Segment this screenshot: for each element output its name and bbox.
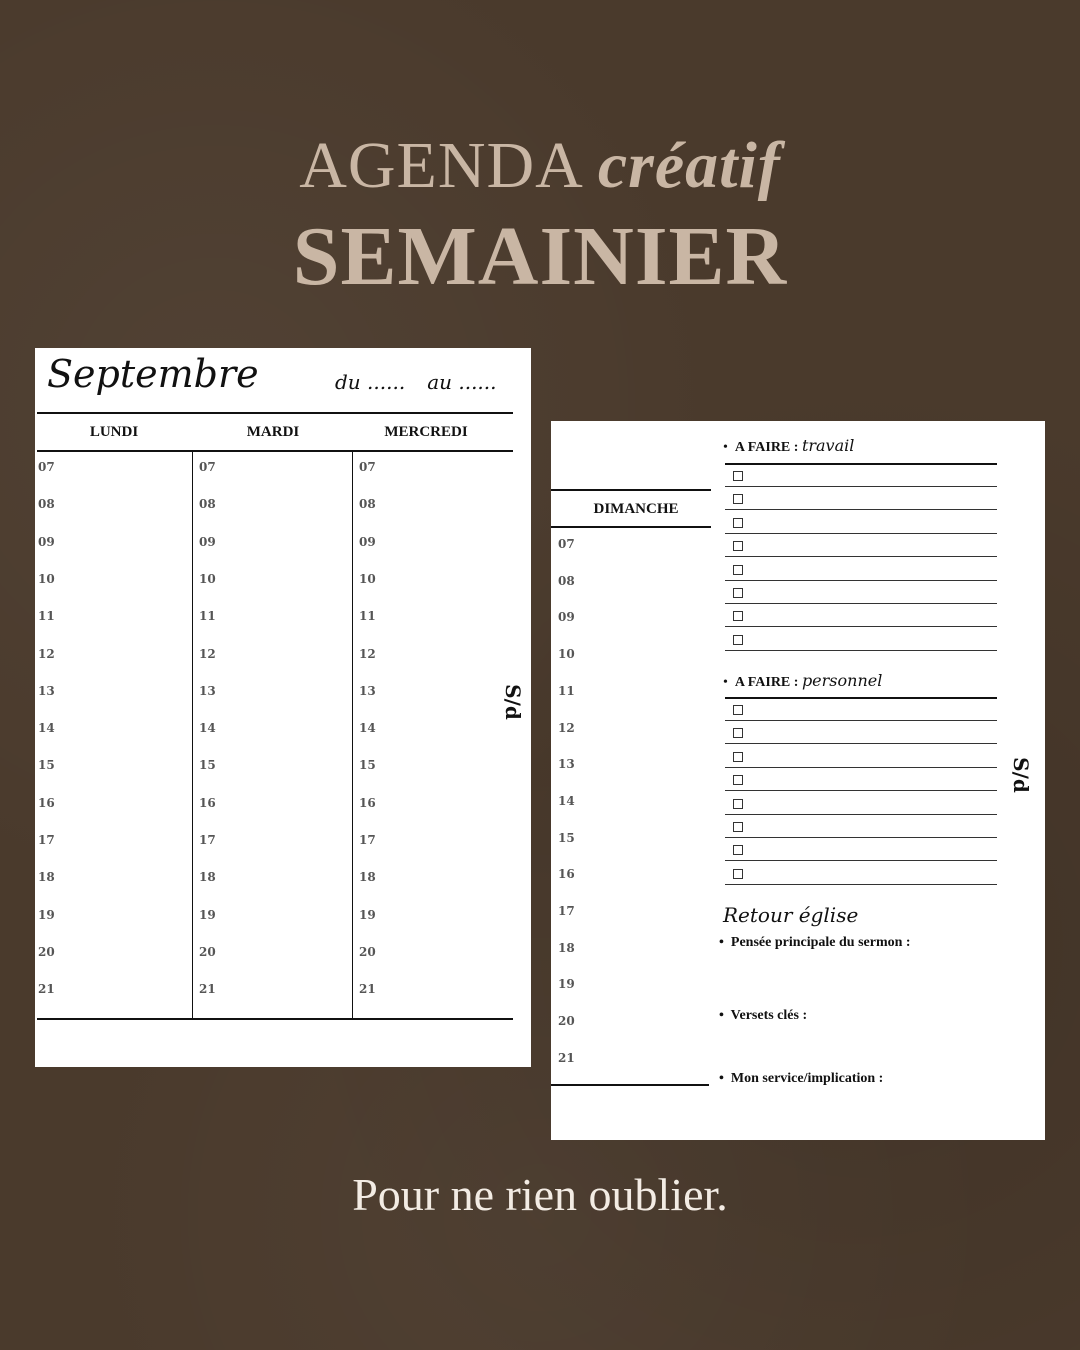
- todo-line: [725, 509, 997, 510]
- day-header-dimanche: DIMANCHE: [593, 501, 679, 517]
- hour-label: 16: [199, 795, 216, 810]
- divider: [551, 526, 711, 528]
- day-header-mardi: MARDI: [246, 424, 300, 440]
- todo-category: personnel: [801, 671, 883, 690]
- todo-line: [725, 626, 997, 627]
- side-label: S/d: [500, 684, 525, 720]
- title-italic: créatif: [597, 129, 781, 202]
- church-item-label: Versets clés :: [730, 1008, 808, 1023]
- hour-label: 18: [199, 870, 216, 885]
- hour-label: 13: [359, 683, 376, 698]
- hour-label: 19: [199, 907, 216, 922]
- date-range: [335, 370, 519, 394]
- date-from: du ......: [335, 370, 406, 394]
- hour-label: 20: [359, 944, 376, 959]
- hour-label: 15: [38, 758, 55, 773]
- todo-checkbox[interactable]: [733, 471, 743, 481]
- church-item-label: Mon service/implication :: [730, 1071, 884, 1086]
- hour-label: 08: [38, 497, 55, 512]
- todo-work-heading: • A FAIRE : travail: [723, 436, 855, 455]
- todo-checkbox[interactable]: [733, 775, 743, 785]
- todo-line: [725, 814, 997, 815]
- hour-label: 17: [359, 833, 376, 847]
- todo-checkbox[interactable]: [733, 518, 743, 528]
- church-item: • Pensée principale du sermon :: [719, 935, 911, 950]
- hour-label: 11: [199, 609, 216, 624]
- todo-line: [725, 533, 997, 534]
- hour-label: 15: [199, 758, 216, 773]
- hour-label: 10: [199, 571, 216, 586]
- subtitle: SEMAINIER: [292, 210, 788, 303]
- todo-line: [725, 486, 997, 487]
- hour-label: 20: [558, 1014, 575, 1029]
- hour-label: 13: [558, 757, 575, 772]
- hour-label: 08: [558, 573, 575, 588]
- hour-label: 15: [558, 830, 575, 845]
- todo-line: [725, 884, 997, 885]
- hour-label: 20: [38, 944, 55, 959]
- weekly-page-left: [35, 348, 531, 1067]
- hour-label: 16: [38, 795, 55, 810]
- church-item: • Mon service/implication :: [719, 1071, 884, 1086]
- column-divider: [352, 452, 353, 1019]
- hour-label: 10: [359, 571, 376, 586]
- divider: [37, 450, 513, 452]
- hour-label: 18: [558, 940, 575, 955]
- todo-top-rule: [725, 463, 997, 465]
- month-title: Septembre: [47, 352, 259, 396]
- hour-label: 17: [199, 833, 216, 847]
- todo-checkbox[interactable]: [733, 611, 743, 621]
- todo-line: [725, 580, 997, 581]
- hour-label: 07: [38, 460, 55, 474]
- tagline: Pour ne rien oublier.: [352, 1169, 728, 1220]
- hour-label: 07: [359, 460, 376, 474]
- hour-label: 11: [38, 609, 55, 624]
- divider: [37, 1018, 513, 1020]
- day-header-lundi: LUNDI: [89, 424, 139, 440]
- hour-label: 19: [359, 907, 376, 922]
- hour-label: 12: [199, 646, 216, 661]
- side-label: S/d: [1008, 757, 1033, 793]
- divider: [551, 489, 711, 491]
- hour-label: 09: [199, 534, 216, 549]
- column-divider: [192, 452, 193, 1019]
- todo-line: [725, 860, 997, 861]
- todo-checkbox[interactable]: [733, 752, 743, 762]
- weekly-page-right: [551, 421, 1045, 1140]
- hour-label: 14: [558, 793, 575, 808]
- hour-label: 16: [558, 867, 575, 882]
- hour-label: 15: [359, 758, 376, 773]
- todo-line: [725, 650, 997, 651]
- hour-label: 21: [199, 982, 216, 997]
- todo-category: travail: [801, 436, 855, 455]
- hour-label: 09: [38, 534, 55, 549]
- hour-label: 13: [38, 683, 55, 698]
- todo-top-rule: [725, 697, 997, 699]
- title-word: AGENDA: [299, 129, 584, 202]
- hour-label: 21: [359, 982, 376, 997]
- hour-label: 12: [38, 646, 55, 661]
- todo-personal-heading: • A FAIRE : personnel: [723, 671, 883, 690]
- todo-checkbox[interactable]: [733, 799, 743, 809]
- hour-label: 08: [359, 497, 376, 512]
- todo-line: [725, 837, 997, 838]
- hour-label: 18: [359, 870, 376, 885]
- church-section-title: Retour église: [723, 903, 859, 927]
- hour-label: 18: [38, 870, 55, 885]
- hour-label: 21: [38, 982, 55, 997]
- hour-label: 17: [38, 833, 55, 847]
- date-to: au ......: [427, 370, 497, 394]
- divider: [551, 1084, 709, 1086]
- todo-line: [725, 790, 997, 791]
- title-line: [0, 128, 1080, 204]
- todo-checkbox[interactable]: [733, 845, 743, 855]
- todo-label: A FAIRE :: [734, 675, 799, 690]
- todo-checkbox[interactable]: [733, 494, 743, 504]
- hour-label: 11: [558, 683, 575, 698]
- todo-checkbox[interactable]: [733, 822, 743, 832]
- todo-line: [725, 603, 997, 604]
- todo-checkbox[interactable]: [733, 869, 743, 879]
- hour-label: 07: [199, 460, 216, 474]
- church-item-label: Pensée principale du sermon :: [730, 935, 911, 950]
- todo-line: [725, 720, 997, 721]
- hour-label: 14: [38, 721, 55, 736]
- todo-label: A FAIRE :: [734, 440, 799, 455]
- hour-label: 19: [38, 907, 55, 922]
- hour-label: 08: [199, 497, 216, 512]
- hour-label: 16: [359, 795, 376, 810]
- hour-label: 09: [359, 534, 376, 549]
- todo-checkbox[interactable]: [733, 588, 743, 598]
- hour-label: 10: [558, 647, 575, 662]
- todo-checkbox[interactable]: [733, 635, 743, 645]
- hour-label: 17: [558, 904, 575, 918]
- hour-label: 11: [359, 609, 376, 624]
- hour-label: 13: [199, 683, 216, 698]
- church-item: • Versets clés :: [719, 1008, 808, 1023]
- day-header-mercredi: MERCREDI: [384, 424, 468, 440]
- hour-label: 12: [359, 646, 376, 661]
- hour-label: 14: [359, 721, 376, 736]
- hour-label: 07: [558, 537, 575, 551]
- hour-label: 14: [199, 721, 216, 736]
- hour-label: 20: [199, 944, 216, 959]
- hour-label: 09: [558, 610, 575, 625]
- hour-label: 19: [558, 977, 575, 992]
- todo-checkbox[interactable]: [733, 565, 743, 575]
- todo-line: [725, 767, 997, 768]
- todo-line: [725, 743, 997, 744]
- hour-label: 21: [558, 1050, 575, 1065]
- hour-label: 10: [38, 571, 55, 586]
- hour-label: 12: [558, 720, 575, 735]
- todo-checkbox[interactable]: [733, 541, 743, 551]
- todo-line: [725, 556, 997, 557]
- divider: [37, 412, 513, 414]
- todo-checkbox[interactable]: [733, 705, 743, 715]
- todo-checkbox[interactable]: [733, 728, 743, 738]
